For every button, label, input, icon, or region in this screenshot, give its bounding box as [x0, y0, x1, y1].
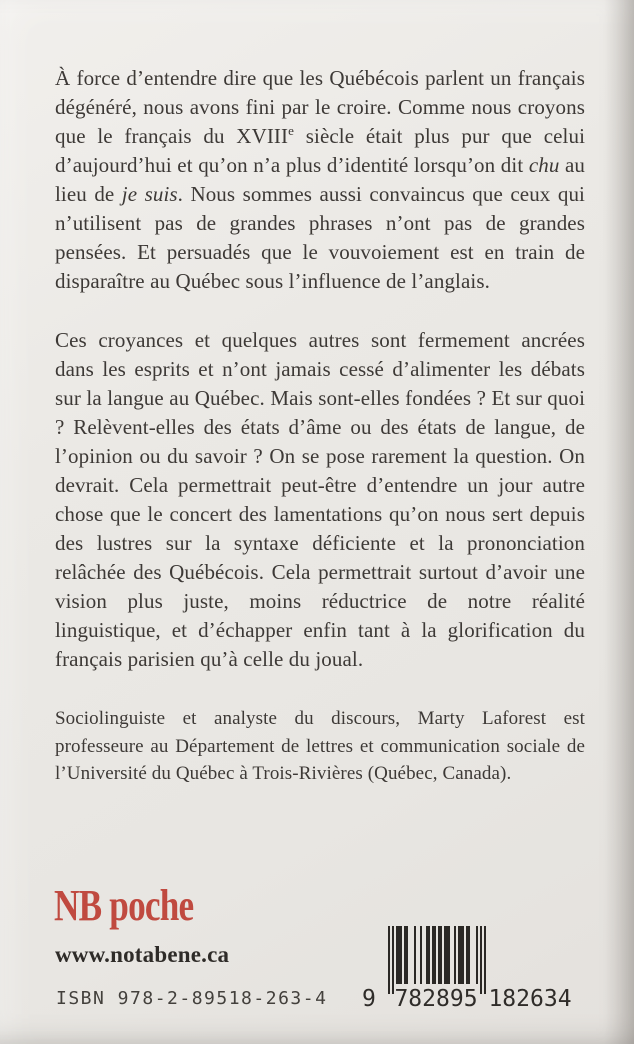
svg-text:782895: 782895 [394, 986, 478, 1012]
synopsis-paragraph-1: À force d’entendre dire que les Québécois parlent un français dégénéré, nous avons fini par le croire. Comme nous croyons que le français du XVIIIe siècle était plus pur que celui d’aujourd’hui et qu’on n’a plus d’identité lorsqu’on dit chu au lieu de je suis. Nous sommes aussi convaincus que ceux qui n’utilisent pas de grandes phrases n’ont pas de grandes pensées. Et persuadés que le vouvoiement est en train de disparaître au Québec sous l’influence de l’anglais. [55, 66, 585, 293]
publisher-logo: NB poche [54, 881, 194, 930]
publisher-website: www.notabene.ca [55, 942, 230, 967]
author-bio: Sociolinguiste et analyste du discours, Marty Laforest est professeure au Département de lettres et communication sociale de l’Université du Québec à Trois-Rivières (Québec, Canada). [55, 708, 585, 784]
svg-text:182634: 182634 [488, 986, 572, 1012]
ean-barcode-svg [362, 926, 588, 1016]
svg-text:9: 9 [362, 986, 376, 1012]
synopsis-paragraph-2: Ces croyances et quelques autres sont fermement ancrées dans les esprits et n’ont jamais cessé d’alimenter les débats sur la langue au Québec. Mais sont-elles fondées ? Et sur quoi ? Relèvent-elles des états d’âme ou des états de langue, de l’opinion ou du savoir ? On se pose rarement la question. On devrait. Cela permettrait peut-être d’entendre un jour autre chose que le concert des lamentations qu’on nous sert depuis des lustres sur la syntaxe déficiente et la prononciation relâchée des Québécois. Cela permettrait surtout d’avoir une vision plus juste, moins réductrice de notre réalité linguistique, et d’échapper enfin tant à la glorification du français parisien qu’à celle du joual. [55, 328, 585, 671]
isbn-text: ISBN 978-2-89518-263-4 [56, 988, 328, 1009]
